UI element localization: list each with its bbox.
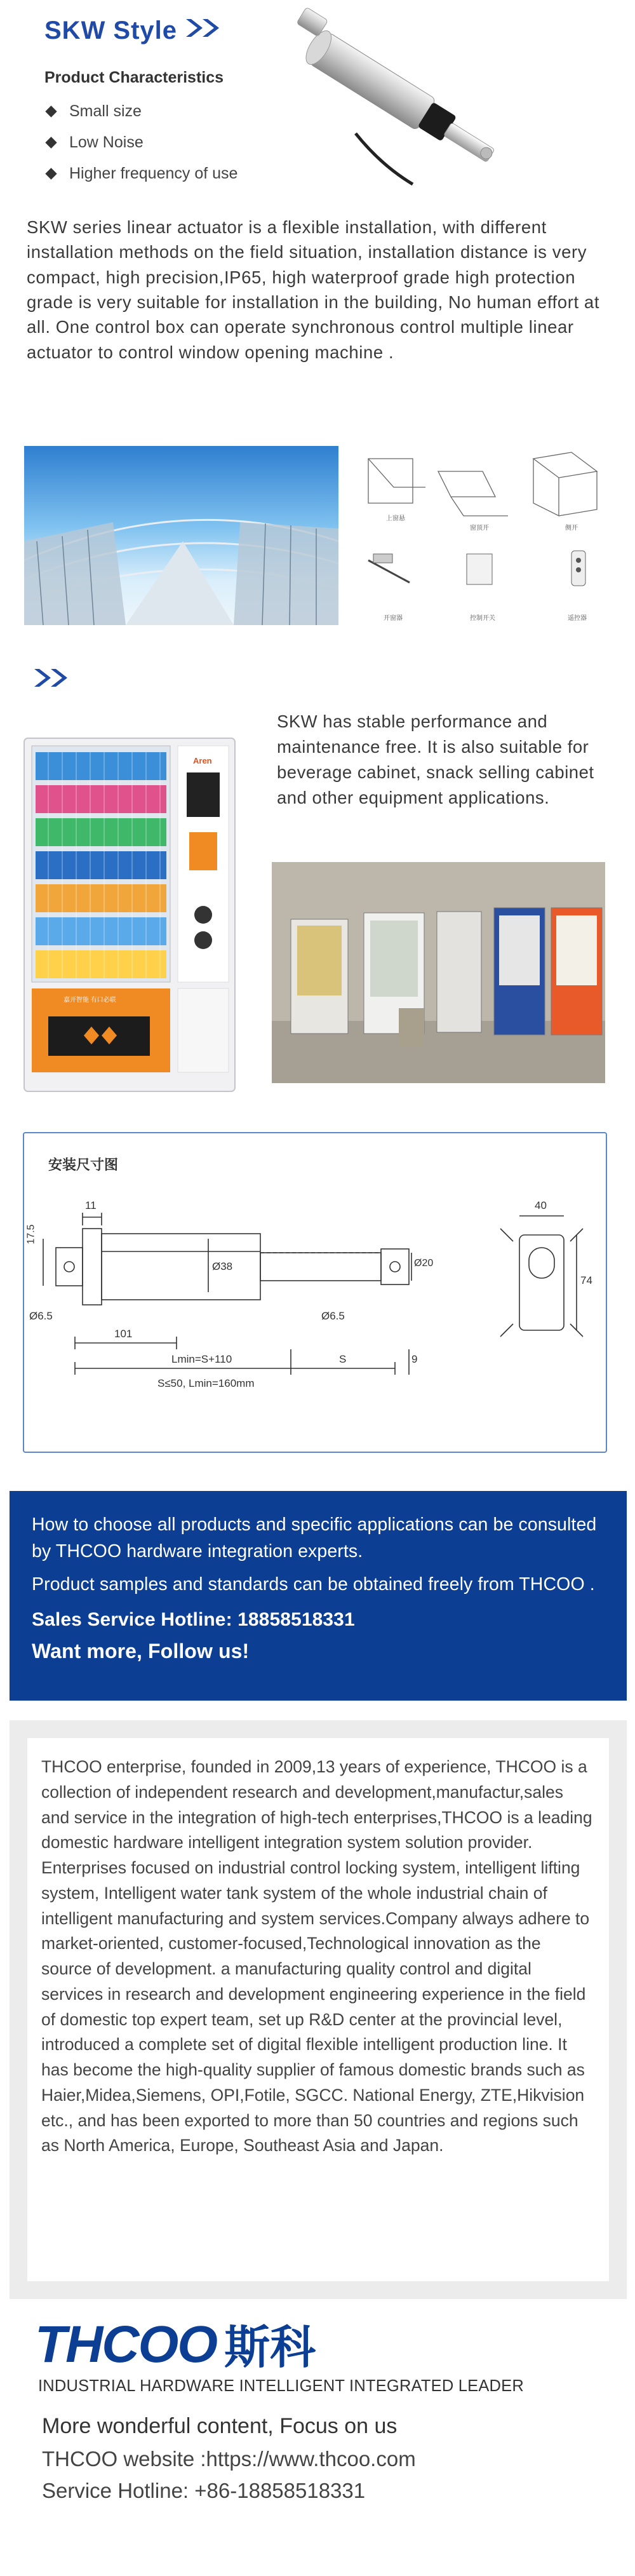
dim-6-5-right: Ø6.5	[321, 1310, 345, 1322]
double-chevron-right-icon	[32, 667, 75, 692]
install-label: 侧开	[565, 525, 578, 532]
vending-room-photo	[272, 862, 605, 1083]
installation-methods-sketches	[356, 446, 610, 625]
thcoo-logo	[35, 2316, 316, 2373]
list-item: Higher frequency of use	[44, 164, 237, 183]
install-label: 上窗悬	[386, 515, 405, 522]
website-link[interactable]: THCOO website :https://www.thcoo.com	[42, 2447, 416, 2471]
dim-101: 101	[114, 1328, 133, 1340]
dim-20: Ø20	[414, 1258, 434, 1269]
focus-us-text: More wonderful content, Focus on us	[42, 2414, 398, 2438]
sales-hotline[interactable]: Sales Service Hotline: 18858518331	[32, 1608, 355, 1630]
product-characteristics-title: Product Characteristics	[44, 69, 224, 86]
vending-brand: Aren	[193, 756, 212, 765]
company-tagline: INDUSTRIAL HARDWARE INTELLIGENT INTEGRATED LEADER	[38, 2377, 525, 2395]
drawing-label: 安装尺寸图	[48, 1157, 119, 1173]
linear-actuator-image	[279, 0, 508, 191]
dim-40: 40	[535, 1199, 547, 1211]
install-label: 控制开关	[470, 615, 495, 622]
list-item: Low Noise	[44, 133, 237, 152]
dim-s: S	[339, 1353, 347, 1365]
follow-us-text: Want more, Follow us!	[32, 1639, 250, 1662]
feature-paragraph: SKW has stable performance and maintenance free. It is also suitable for beverage cabinet, snack selling cabinet and other equipment applications.	[277, 711, 594, 807]
diamond-bullet-icon	[45, 168, 57, 179]
install-label: 窗顶开	[470, 525, 489, 532]
logo-chinese: 斯科	[224, 2323, 316, 2373]
dim-17-5: 17.5	[25, 1224, 37, 1244]
dim-9: 9	[411, 1353, 418, 1365]
install-label: 遥控器	[568, 615, 587, 622]
dim-38: Ø38	[212, 1260, 233, 1272]
intro-paragraph: SKW series linear actuator is a flexible installation, with different installation methods on the field situation, installation distance is very compact, high precision,IP65, high waterproof grade high protection grade is very suitable for installation in the building, No human effort at all. One control box can operate synchronous control multiple linear actuator to control window opening machine .	[27, 217, 600, 362]
dim-note: S≤50, Lmin=160mm	[157, 1377, 255, 1389]
banner-paragraph-2: Product samples and standards can be obtained freely from THCOO .	[32, 1574, 595, 1595]
about-section	[10, 1720, 627, 2299]
service-hotline[interactable]: Service Hotline: +86-18858518331	[42, 2479, 366, 2502]
hero-title	[44, 17, 227, 45]
dim-lmin: Lmin=S+110	[171, 1353, 232, 1365]
vending-panel-text: 嘉开智能 有口必联	[64, 997, 116, 1004]
double-chevron-right-icon	[184, 17, 227, 45]
installation-dimension-drawing	[23, 1132, 607, 1453]
install-label: 开窗器	[384, 615, 403, 622]
list-item: Small size	[44, 102, 237, 121]
dim-11: 11	[85, 1199, 97, 1211]
vending-machine-image	[23, 737, 236, 1093]
banner-paragraph-1: How to choose all products and specific applications can be consulted by THCOO hardware integration experts.	[32, 1514, 597, 1562]
building-sky-photo	[24, 446, 338, 625]
contact-banner	[10, 1491, 627, 1701]
about-paragraph: THCOO enterprise, founded in 2009,13 years of experience, THCOO is a collection of independent research and development,manufactur,sales and service in the integration of high-tech enterprises,THCOO is a leading domestic hardware intelligent integration system solution provider. Enterprises focused on industrial control locking system, intelligent lifting system, Intelligent water tank system of the whole industrial chain of intelligent manufacturing and system services.Company always adhere to market-oriented, customer-focused,Technological innovation as the source of development. a manufacturing quality control and digital services in research and development engineering experience in the field of domestic top expert team, set up R&D center at the provincial level, introduced a complete set of digital flexible intelligent production line. It has become the high-quality supplier of famous domestic brands such as Haier,Midea,Siemens, OPI,Fotile, SGCC. National Energy, ZTE,Hikvision etc., and has been exported to more than 50 countries and regions such as North America, Europe, Southeast Asia and Japan.	[27, 1738, 609, 2281]
characteristics-list	[44, 102, 237, 195]
diamond-bullet-icon	[45, 137, 57, 148]
logo-english: THCOO	[35, 2316, 217, 2373]
diamond-bullet-icon	[45, 105, 57, 117]
dim-74: 74	[580, 1274, 592, 1286]
dim-6-5-left: Ø6.5	[29, 1310, 53, 1322]
hero-title-text: SKW Style	[44, 17, 178, 44]
